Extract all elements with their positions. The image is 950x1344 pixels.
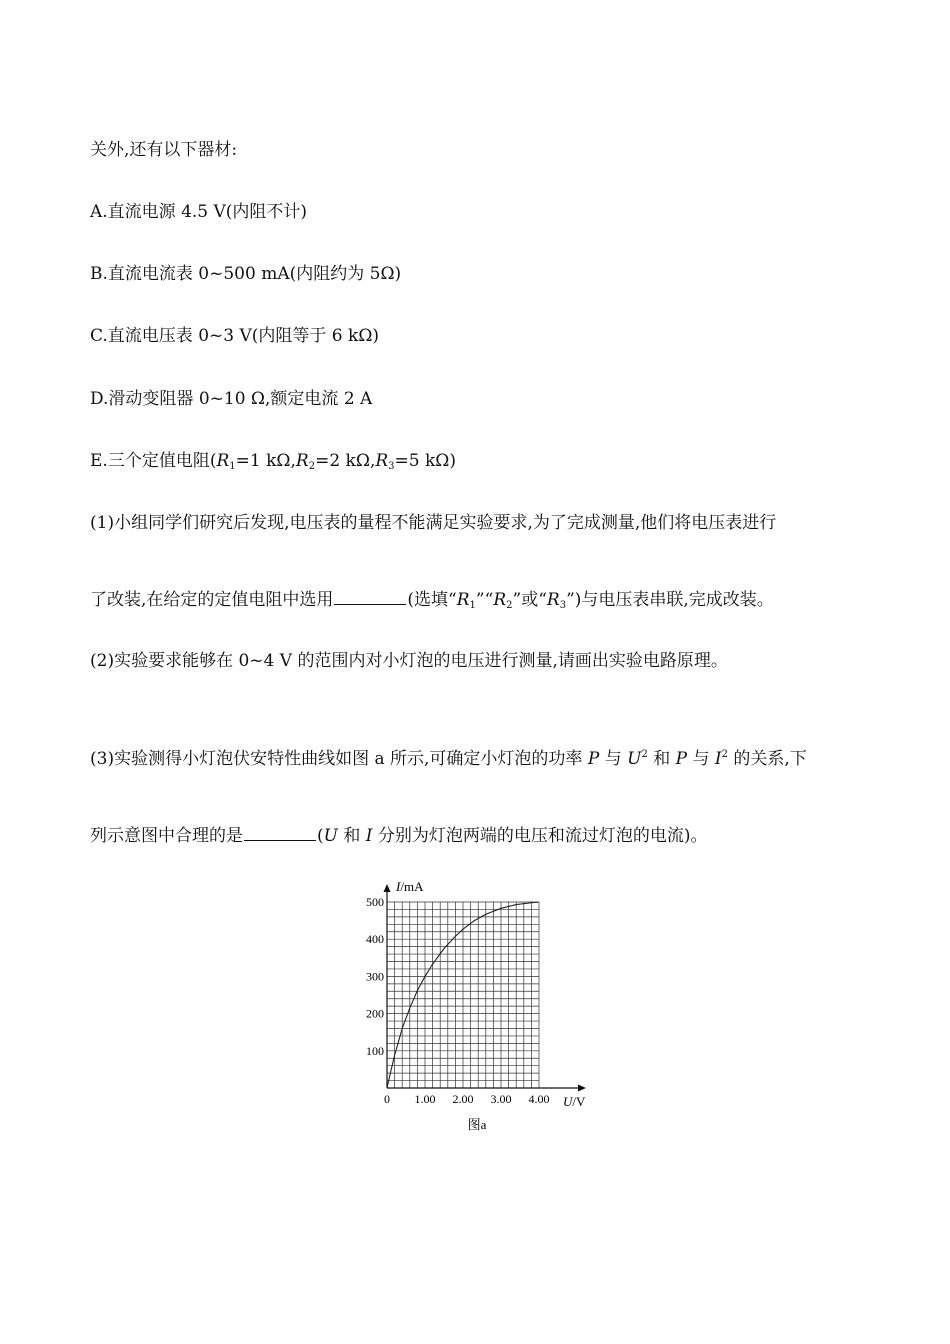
question-2: (2)实验要求能够在 0~4 V 的范围内对小灯泡的电压进行测量,请画出实验电路原理。 <box>90 651 728 671</box>
item-b: B.直流电流表 0~500 mA(内阻约为 5Ω) <box>90 264 402 284</box>
intro-text: 关外,还有以下器材: <box>90 140 238 160</box>
question-1-line-2: 了改装,在给定的定值电阻中选用 (选填“$R_1”“R_2$”或“$R_3$”)与电压表串联,完成改装。 <box>90 590 774 611</box>
origin-label: 0 <box>384 1092 390 1106</box>
y-axis-label: I/mA <box>396 879 424 894</box>
y-tick-label: 200 <box>366 1006 384 1021</box>
y-tick-label: 300 <box>366 969 384 984</box>
x-tick-label: 1.00 <box>414 1092 436 1106</box>
item-e: E.三个定值电阻($R_1=1$ $k\Omega,R_2=2$ $k\Omega,R_3=5$ kΩ) <box>90 451 457 472</box>
figure-caption: 图a <box>467 1117 487 1132</box>
y-tick-label: 100 <box>366 1043 384 1058</box>
y-tick-label: 500 <box>366 895 384 909</box>
question-3-line-2: 列示意图中合理的是 (U 和 I 分别为灯泡两端的电压和流过灯泡的电流)。 <box>90 826 708 846</box>
question-1-line-1: (1)小组同学们研究后发现,电压表的量程不能满足实验要求,为了完成测量,他们将电压表进行 <box>90 513 777 533</box>
x-tick-label: 2.00 <box>452 1092 474 1106</box>
question-3-line-1: (3)实验测得小灯泡伏安特性曲线如图 a 所示,可确定小灯泡的功率 P 与 $U^2$ 和 P 与 $I^2$ 的关系,下 <box>90 749 807 769</box>
answer-blank-1[interactable] <box>334 588 406 605</box>
y-axis-arrow <box>384 884 391 892</box>
x-tick-label: 4.00 <box>528 1092 550 1106</box>
y-tick-label: 400 <box>366 932 384 947</box>
item-c: C.直流电压表 0~3 V(内阻等于 6 kΩ) <box>90 326 380 346</box>
item-d: D.滑动变阻器 0~10 Ω,额定电流 2 A <box>90 389 373 409</box>
item-a: A.直流电源 4.5 V(内阻不计) <box>90 202 308 222</box>
x-tick-label: 3.00 <box>490 1092 512 1106</box>
iv-curve-chart <box>350 873 610 1138</box>
answer-blank-2[interactable] <box>244 824 316 841</box>
x-axis-arrow <box>578 1085 586 1092</box>
x-axis-label: U/V <box>563 1094 586 1109</box>
